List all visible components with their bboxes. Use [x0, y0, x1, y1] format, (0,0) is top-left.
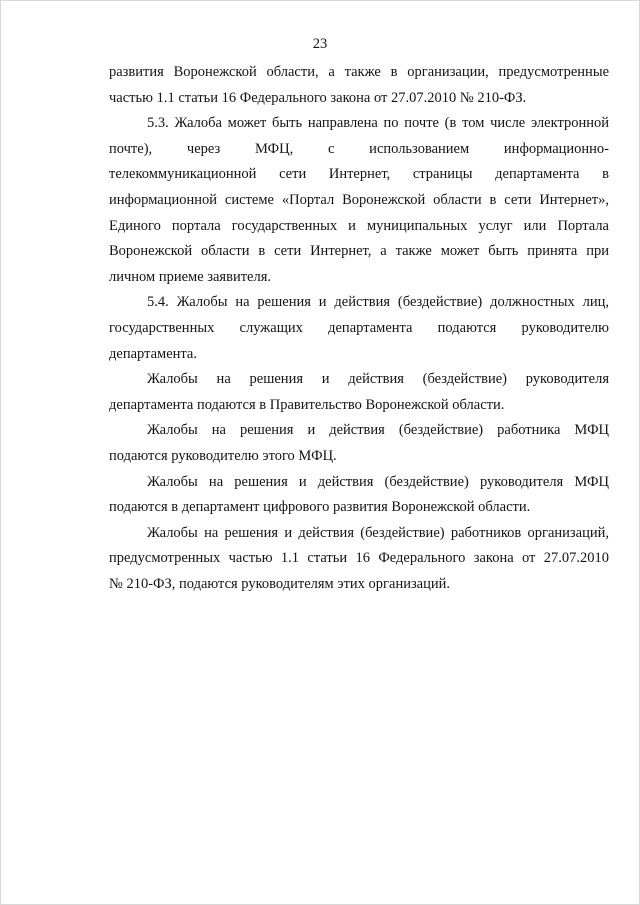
page-number: 23 — [312, 36, 328, 52]
paragraph-complaint-organizations — [109, 521, 609, 598]
text-line: № 210-ФЗ, подаются руководителям этих организаций. — [109, 575, 451, 592]
text-line: развития Воронежской области, а также в организации, предусмотренные — [109, 64, 609, 80]
text-line: Жалобы на решения и действия (бездействие) работника МФЦ — [147, 422, 609, 439]
text-line: телекоммуникационной сети Интернет, страницы департамента в — [109, 166, 609, 183]
text-line: Жалобы на решения и действия (бездействие) руководителя МФЦ — [147, 473, 609, 490]
text-line: подаются в департамент цифрового развития Воронежской области. — [109, 499, 531, 516]
paragraph-complaint-mfc-head — [109, 470, 609, 521]
paragraph-continuation — [109, 60, 609, 111]
text-line: информационной системе «Портал Воронежской области в сети Интернет», — [109, 191, 609, 208]
paragraph-complaint-mfc-worker — [109, 418, 609, 469]
text-line: 5.3. Жалоба может быть направлена по почте (в том числе электронной — [147, 115, 609, 132]
paragraph-complaint-head — [109, 367, 609, 418]
text-line: Единого портала государственных и муниципальных услуг или Портала — [109, 217, 609, 234]
paragraph-5-3 — [109, 111, 609, 290]
text-line: подаются руководителю этого МФЦ. — [109, 447, 337, 464]
text-line: государственных служащих департамента подаются руководителю — [109, 319, 609, 336]
text-line: департамента. — [109, 345, 197, 362]
paragraph-5-4 — [109, 290, 609, 367]
text-line: Жалобы на решения и действия (бездействие) работников организаций, — [147, 524, 609, 541]
document-body — [109, 60, 609, 597]
text-line: департамента подаются в Правительство Воронежской области. — [109, 396, 505, 413]
text-line: частью 1.1 статьи 16 Федерального закона от 27.07.2010 № 210-ФЗ. — [109, 89, 527, 106]
text-line: почте), через МФЦ, с использованием информационно- — [109, 140, 609, 157]
text-line: предусмотренных частью 1.1 статьи 16 Федерального закона от 27.07.2010 — [109, 550, 609, 567]
text-line: Воронежской области в сети Интернет, а также может быть принята при — [109, 243, 609, 260]
text-line: личном приеме заявителя. — [109, 268, 272, 285]
text-line: 5.4. Жалобы на решения и действия (бездействие) должностных лиц, — [147, 294, 609, 311]
text-line: Жалобы на решения и действия (бездействие) руководителя — [147, 371, 609, 388]
